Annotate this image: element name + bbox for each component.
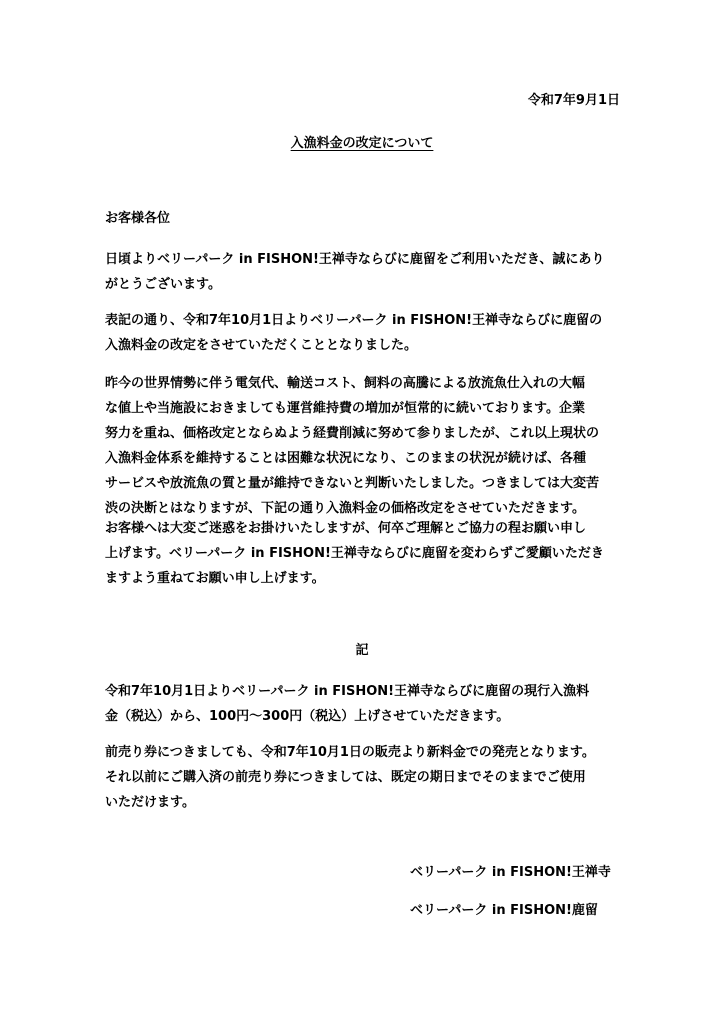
detail-advance-tickets — [105, 740, 625, 815]
detail-price-change — [105, 679, 625, 729]
detail-line: いただけます。 — [105, 795, 195, 810]
signature-shishidome: ベリーパーク in FISHON!鹿留 — [410, 903, 598, 918]
paragraph-line: お客様へは大変ご迷惑をお掛けいたしますが、何卒ご理解とご協力の程お願い申し — [105, 521, 587, 536]
document-title — [0, 131, 724, 156]
paragraph-line: 表記の通り、令和7年10月1日よりベリーパーク in FISHON!王禅寺ならびに鹿留の — [105, 313, 603, 328]
paragraph-line: な値上や当施設におきましても運営維持費の増加が恒常的に続いております。企業 — [105, 401, 585, 416]
paragraph-announcement — [105, 308, 625, 358]
detail-line: 前売り券につきましても、令和7年10月1日の販売より新料金での発売となります。 — [105, 745, 595, 760]
paragraph-line: 渋の決断とはなりますが、下記の通り入漁料金の価格改定をさせていただきます。 — [105, 501, 585, 516]
paragraph-line: 上げます。ベリーパーク in FISHON!王禅寺ならびに鹿留を変わらずご愛顧いただき — [105, 546, 604, 561]
document-date: 令和7年9月1日 — [527, 93, 620, 108]
paragraph-line: 入漁料金の改定をさせていただくこととなりました。 — [105, 338, 418, 353]
document-title-text: 入漁料金の改定について — [290, 136, 434, 151]
detail-line: 令和7年10月1日よりベリーパーク in FISHON!王禅寺ならびに鹿留の現行入漁料 — [105, 684, 590, 699]
paragraph-line: がとうございます。 — [105, 277, 221, 292]
paragraph-line: ますよう重ねてお願い申し上げます。 — [105, 571, 325, 586]
paragraph-apology — [105, 516, 625, 591]
paragraph-line: 日頃よりベリーパーク in FISHON!王禅寺ならびに鹿留をご利用いただき、誠にあり — [105, 252, 605, 267]
paragraph-line: サービスや放流魚の質と量が維持できないと判断いたしました。つきましては大変苦 — [105, 476, 600, 491]
ki-heading: 記 — [355, 643, 369, 658]
paragraph-reason — [105, 371, 625, 521]
paragraph-line: 入漁料金体系を維持することは困難な状況になり、このままの状況が続けば、各種 — [105, 451, 587, 466]
paragraph-line: 努力を重ね、価格改定とならぬよう経費削減に努めて参りましたが、これ以上現状の — [105, 426, 600, 441]
salutation: お客様各位 — [105, 211, 171, 226]
paragraph-greeting — [105, 247, 625, 297]
paragraph-line: 昨今の世界情勢に伴う電気代、輸送コスト、飼料の高騰による放流魚仕入れの大幅 — [105, 376, 585, 391]
signature-ozenji: ベリーパーク in FISHON!王禅寺 — [410, 865, 611, 880]
detail-line: それ以前にご購入済の前売り券につきましては、既定の期日までそのままでご使用 — [105, 770, 586, 785]
detail-line: 金（税込）から、100円～300円（税込）上げさせていただきます。 — [105, 709, 510, 724]
